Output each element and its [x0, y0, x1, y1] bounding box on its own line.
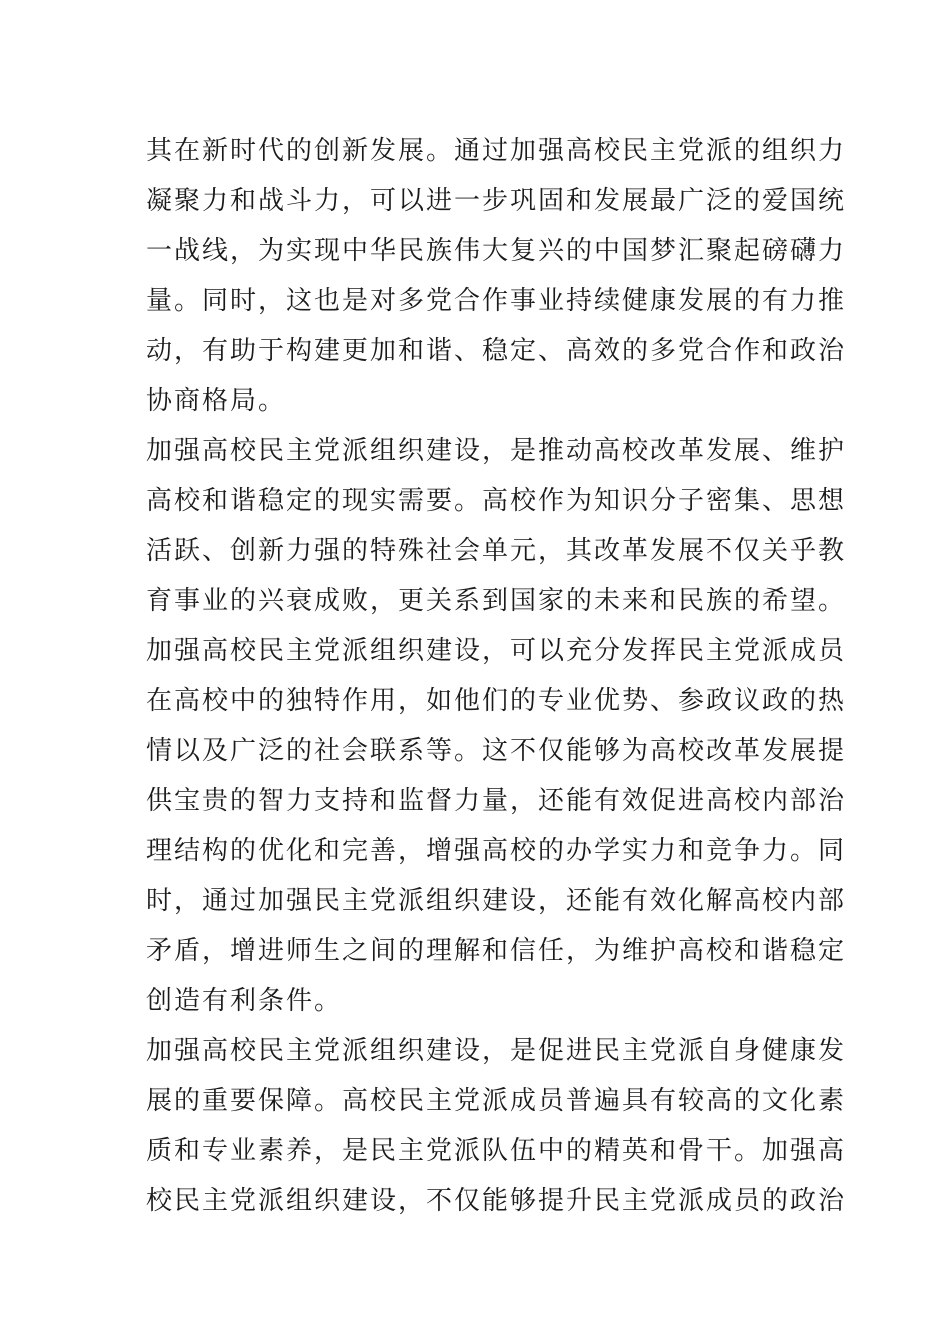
text-line: 质和专业素养，是民主党派队伍中的精英和骨干。加强高 [146, 1136, 847, 1166]
text-line: 其在新时代的创新发展。通过加强高校民主党派的组织力 [146, 136, 847, 166]
text-line: 凝聚力和战斗力，可以进一步巩固和发展最广泛的爱国统 [146, 186, 847, 216]
text-line: 活跃、创新力强的特殊社会单元，其改革发展不仅关乎教 [146, 536, 847, 566]
text-line: 育事业的兴衰成败，更关系到国家的未来和民族的希望。 [146, 586, 847, 616]
text-line: 理结构的优化和完善，增强高校的办学实力和竞争力。同 [146, 836, 847, 866]
text-line: 在高校中的独特作用，如他们的专业优势、参政议政的热 [146, 686, 847, 716]
text-line: 加强高校民主党派组织建设，是推动高校改革发展、维护 [146, 436, 847, 466]
text-line: 一战线，为实现中华民族伟大复兴的中国梦汇聚起磅礴力 [146, 236, 847, 266]
text-line: 供宝贵的智力支持和监督力量，还能有效促进高校内部治 [146, 786, 847, 816]
text-line: 情以及广泛的社会联系等。这不仅能够为高校改革发展提 [146, 736, 847, 766]
text-line: 动，有助于构建更加和谐、稳定、高效的多党合作和政治 [146, 336, 847, 366]
text-line: 协商格局。 [146, 386, 287, 416]
body-text [146, 126, 847, 1226]
text-line: 展的重要保障。高校民主党派成员普遍具有较高的文化素 [146, 1086, 847, 1116]
text-line: 矛盾，增进师生之间的理解和信任，为维护高校和谐稳定 [146, 936, 847, 966]
text-line: 校民主党派组织建设，不仅能够提升民主党派成员的政治 [146, 1186, 847, 1216]
text-line: 高校和谐稳定的现实需要。高校作为知识分子密集、思想 [146, 486, 847, 516]
text-line: 量。同时，这也是对多党合作事业持续健康发展的有力推 [146, 286, 847, 316]
text-line: 创造有利条件。 [146, 986, 343, 1016]
text-line: 时，通过加强民主党派组织建设，还能有效化解高校内部 [146, 886, 847, 916]
text-line: 加强高校民主党派组织建设，是促进民主党派自身健康发 [146, 1036, 847, 1066]
text-line: 加强高校民主党派组织建设，可以充分发挥民主党派成员 [146, 636, 847, 666]
